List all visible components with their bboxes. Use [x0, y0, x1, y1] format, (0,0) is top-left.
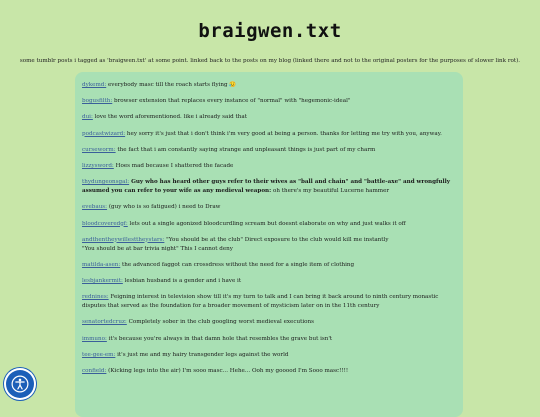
post-item: [82, 335, 456, 344]
post-user-link[interactable]: tee-gee-em:: [82, 351, 116, 358]
post-text: the advanced faggot can crossdress without the need for a single item of clothing: [120, 261, 355, 268]
accessibility-button[interactable]: [6, 370, 34, 398]
post-text: the fact that i am constantly saying strange and unpleasant things is just part of my charm: [115, 146, 376, 153]
post-user-link[interactable]: podcastwizard:: [82, 130, 126, 137]
post-bold-text: Guy who has heard other guys refer to their wives as "ball and chain" and "battle-axe" and wrongfully assumed you can refer to your wife as any medieval weapon:: [82, 179, 451, 195]
post-item: [82, 367, 456, 376]
post-item: [82, 261, 456, 270]
accessibility-icon: [11, 375, 29, 393]
post-text: Feigning interest in television show till it's my turn to talk and I can bring it back around to ninth century monastic disputes that served as the foundation for a broader movement of mysticism later on in the 11th century: [82, 294, 439, 310]
post-user-link[interactable]: evebaus:: [82, 204, 108, 211]
post-item: [82, 236, 456, 254]
post-user-link[interactable]: immuno:: [82, 335, 107, 342]
post-user-link[interactable]: confield:: [82, 368, 107, 374]
post-text: oh there's my beautiful Lucerne hammer: [271, 188, 390, 195]
page-subtitle: some tumblr posts i tagged as 'braigwen.txt' at some point. linked back to the posts on my blog (linked there and not to the original posters for the purposes of slower link rot).: [19, 58, 521, 64]
post-item: [82, 351, 456, 360]
post-user-link[interactable]: bloodcoveredgf:: [82, 220, 128, 227]
post-text: (guy who is so fatigued) i need to Draw: [107, 204, 221, 211]
post-item: [82, 293, 456, 311]
post-text: hey sorry it's just that i don't think i'm very good at being a person. thanks for letting me try with you, anyway.: [125, 130, 442, 137]
posts-card: [75, 72, 463, 417]
post-item: [82, 81, 456, 90]
post-item: [82, 203, 456, 212]
post-text: love the word aforementioned. like i already said that: [92, 114, 247, 121]
post-text: Completely sober in the club googling worst medieval executions: [126, 319, 314, 326]
post-text-line2: "You should be at bar trivia night" This I cannot deny: [82, 245, 233, 252]
post-text: (Kicking legs into the air) I'm sooo masc... Hehe... Ooh my gooood I'm Sooo masc!!!!: [106, 368, 349, 374]
post-user-link[interactable]: thydungeonsgal:: [82, 179, 130, 186]
post-item: [82, 277, 456, 286]
post-item: [82, 113, 456, 122]
post-item: [82, 318, 456, 327]
post-text: browser extension that replaces every instance of "normal" with "hegemonic-ideal": [112, 98, 351, 105]
post-user-link[interactable]: lizzysword:: [82, 162, 114, 169]
post-item: [82, 162, 456, 171]
post-item: [82, 178, 456, 196]
post-text: lets out a single agonized bloodcurdling scream but doesnt elaborate on why and just walks it off: [127, 220, 406, 227]
post-user-link[interactable]: bogusfilth:: [82, 98, 113, 105]
post-user-link[interactable]: dui:: [82, 114, 93, 121]
post-item: [82, 220, 456, 229]
post-item: [82, 97, 456, 106]
post-user-link[interactable]: senatortedcruz:: [82, 319, 127, 326]
page-title: braigwen.txt: [198, 20, 342, 42]
post-user-link[interactable]: matilda-asen:: [82, 261, 121, 268]
post-user-link[interactable]: dykemd:: [82, 82, 107, 88]
post-text: lesbian husband is a gender and i have it: [122, 278, 242, 285]
post-user-link[interactable]: andthentheywillesttheystars:: [82, 236, 165, 243]
post-user-link[interactable]: lesbjankermit:: [82, 278, 123, 285]
post-text: everybody masc till the roach starts flying 😥: [106, 82, 237, 88]
post-text: Hoes mad because I shattered the facade: [113, 162, 234, 169]
post-text: "You should be at the club" Direct exposure to the club would kill me instantly: [164, 236, 389, 243]
post-user-link[interactable]: curseworm:: [82, 146, 116, 153]
post-item: [82, 130, 456, 139]
post-item: [82, 146, 456, 155]
post-text: it's because you're always in that damn hole that resembles the grave but isn't: [106, 335, 333, 342]
post-text: it's just me and my hairy transgender legs against the world: [115, 351, 289, 358]
post-user-link[interactable]: rednines:: [82, 294, 109, 301]
